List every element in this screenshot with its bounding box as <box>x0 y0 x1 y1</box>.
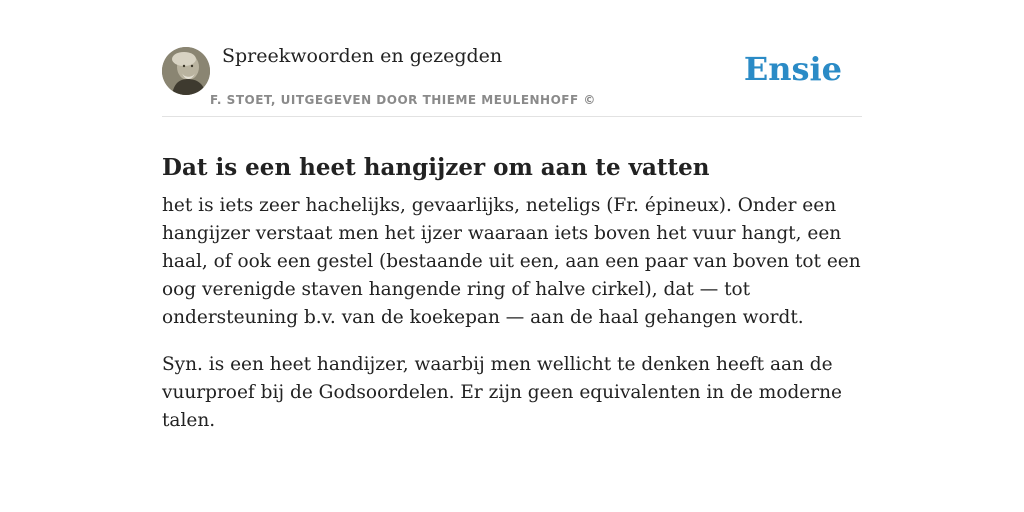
author-portrait-icon[interactable] <box>162 47 210 95</box>
entry-term: Dat is een heet hangijzer om aan te vatten <box>162 154 710 182</box>
entry-paragraph: Syn. is een heet handijzer, waarbij men wellicht te denken heeft aan de vuurproef bij de Godsoordelen. Er zijn geen equivalenten in de moderne talen. <box>162 354 842 431</box>
source-header <box>162 0 862 117</box>
entry-page <box>162 0 862 512</box>
source-title[interactable]: Spreekwoorden en gezegden <box>222 45 503 67</box>
source-credit: F. STOET, UITGEGEVEN DOOR THIEME MEULENHOFF © <box>210 93 596 107</box>
brand-logo[interactable]: Ensie <box>743 50 842 88</box>
entry-paragraph: het is iets zeer hachelijks, gevaarlijks, neteligs (Fr. épineux). Onder een hangijzer verstaat men het ijzer waaraan iets boven het vuur hangt, een haal, of ook een gestel (bestaande uit een, aan een paar van boven tot een oog verenigde staven hangende ring of halve cirkel), dat — tot ondersteuning b.v. van de koekepan — aan de haal gehangen wordt. <box>162 195 861 328</box>
